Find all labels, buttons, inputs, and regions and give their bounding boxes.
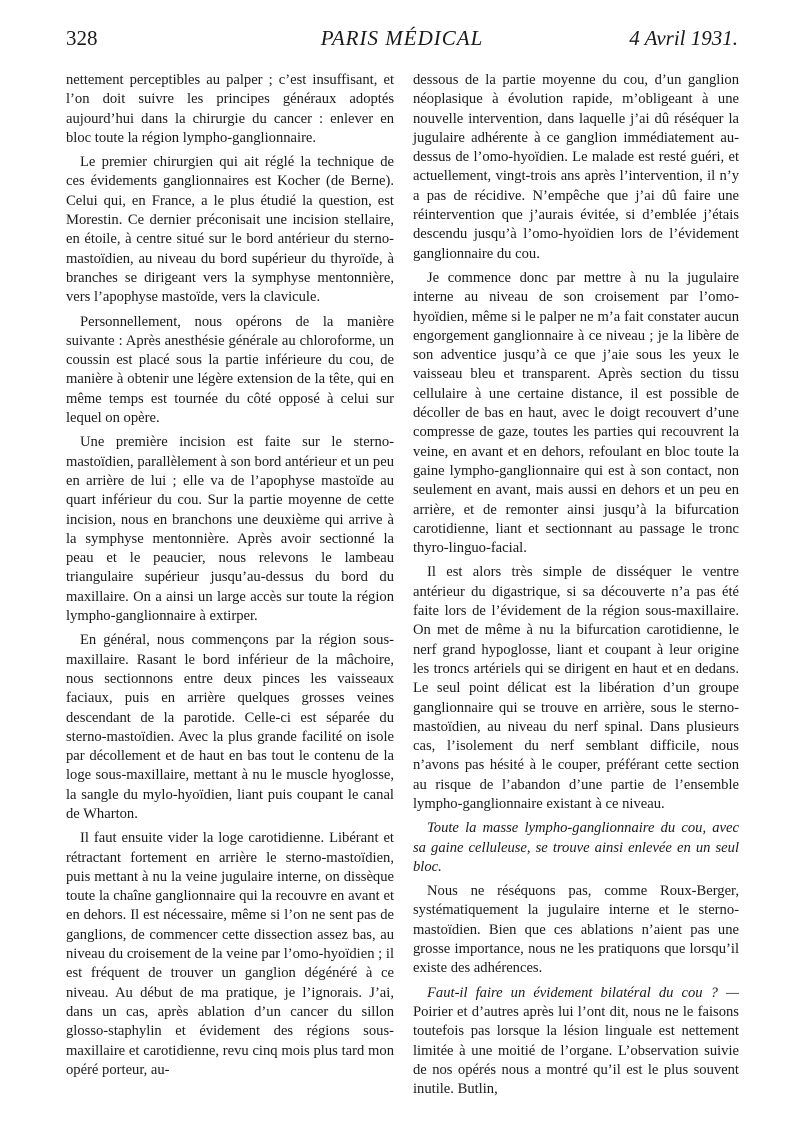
paragraph: Il est alors très simple de disséquer le ventre antérieur du digastrique, si sa découverte n’a pas été faite lors de l’évidement de la région sous-maxillaire. On met de même à nu la bifurcation carotidienne, le nerf grand hypoglosse, liant et coupant à leur origine les troncs artériels qui se dirigent en haut et en dedans. Le seul point délicat est la libération d’un groupe ganglionnaire qui se trouve en arrière, sous le sterno-mastoïdien, au niveau du nerf spinal. Dans plusieurs cas, l’isolement du nerf semblant difficile, nous n’avons pas hésité à le couper, préférant cette section au risque de l’abandon d’une partie de l’ensemble lympho-ganglionnaire existant à ce niveau. — [413, 564, 739, 812]
paragraph: dessous de la partie moyenne du cou, d’un ganglion néoplasique à évolution rapide, m’obligeant à une nouvelle intervention, dans laquelle j’ai dû réséquer la jugulaire adhérente à ce ganglion immédiatement au-dessus de l’omo-hyoïdien. Le malade est resté guéri, et actuellement, vingt-trois ans après l’intervention, il n’y a pas de récidive. N’empêche que j’ai dû faire une réintervention que j’aurais évitée, si d’emblée j’étais descendu jusqu’à l’omo-hyoïdien lors de l’évidement ganglionnaire du cou. — [413, 72, 739, 262]
paragraph: Je commence donc par mettre à nu la jugulaire interne au niveau de son croisement par l’omo-hyoïdien, même si le palper ne m’a fait constater aucun engorgement ganglionnaire à ce niveau ; je la libère de son adventice jusqu’à ce que j’aie sous les yeux le vaisseau bleu et transparent. Après section du tissu cellulaire à une certaine distance, il est possible de décoller de bas en haut, avec le doigt recouvert d’une compresse de gaze, toutes les parties qui recouvrent la veine, en avant et en dehors, refoulant en bloc toute la gaine lympho-ganglionnaire qui est à son contact, non seulement en avant, mais aussi en dehors et un peu en arrière, et de remonter ainsi jusqu’à la bifurcation carotidienne, liant et sectionnant au passage le tronc thyro-linguo-facial. — [413, 269, 739, 557]
right-column — [413, 71, 739, 1104]
paragraph: Le premier chirurgien qui ait réglé la technique de ces évidements ganglionnaires est Kocher (de Berne). Celui qui, en France, a le plus étudié la question, est Morestin. Ce dernier préconisait une incision stellaire, en étoile, à centre situé sur le bord antérieur du sterno-mastoïdien, au niveau du bord supérieur du thyroïde, à branches se dirigeant vers la symphyse mentonnière, vers l’apophyse mastoïde, vers la clavicule. — [66, 154, 394, 306]
paragraph-bilateral — [413, 984, 739, 1100]
paragraph: Une première incision est faite sur le sterno-mastoïdien, parallèlement à son bord antérieur et un peu en arrière de lui ; elle va de l’apophyse mastoïde au quart inférieur du cou. Sur la partie moyenne de cette incision, nous en branchons une deuxième qui arrive à la symphyse mentonnière. Après avoir sectionné la peau et le peaucier, nous relevons le lambeau triangulaire supérieur jusqu’au-dessus du bord du maxillaire. On a ainsi un large accès sur toute la région lympho-ganglionnaire à extirper. — [66, 434, 394, 625]
issue-date: 4 Avril 1931. — [629, 26, 738, 50]
journal-title: PARIS MÉDICAL — [320, 26, 484, 50]
paragraph: Il faut ensuite vider la loge carotidienne. Libérant et rétractant fortement en arrière le sterno-mastoïdien, puis mettant à nu la veine jugulaire interne, on dissèque toute la chaîne ganglionnaire qui la recouvre en avant et en dehors. Il est nécessaire, même si l’on ne sent pas de ganglions, de commencer cette dissection assez bas, au niveau du croisement de la veine par l’omo-hyoïdien ; il est fréquent de trouver un ganglion dégénéré à ce niveau. Au début de ma pratique, je l’ignorais. J’ai, dans un cas, après ablation d’un cancer du sillon glosso-staphylin et évidement des régions sous-maxillaire et carotidienne, revu cinq mois plus tard mon opéré porteur, au- — [66, 830, 394, 1078]
page-header — [66, 18, 738, 58]
paragraph-text: Poirier et d’autres après lui l’ont dit, nous ne le faisons toutefois pas lorsque la lésion linguale est nettement limitée à une moitié de l’organe. L’observation suivie de nos opérés nous a montré qu’il est le plus souvent inutile. Butlin, — [413, 1003, 739, 1098]
paragraph: En général, nous commençons par la région sous-maxillaire. Rasant le bord inférieur de la mâchoire, nous sectionnons entre deux pinces les vaisseaux faciaux, puis en arrière quelques grosses veines descendant de la parotide. Celle-ci est séparée du sterno-mastoïdien. Avec la plus grande facilité on isole par décollement et de haut en bas tout le contenu de la loge sous-maxillaire, mettant à nu le muscle hyoglosse, la sangle du mylo-hyoïdien, liant puis coupant le canal de Wharton. — [66, 632, 394, 822]
page-number: 328 — [66, 26, 98, 50]
italic-paragraph: Toute la masse lympho-ganglionnaire du cou, avec sa gaine celluleuse, se trouve ainsi enlevée en un seul bloc. — [413, 820, 739, 875]
paragraph: Nous ne réséquons pas, comme Roux-Berger, systématiquement la jugulaire interne et le sterno-mastoïdien. Bien que ces ablations n’aient pas une grosse importance, nous ne les pratiquons que lorsqu’il existe des adhérences. — [413, 883, 739, 977]
italic-lead: Faut-il faire un évidement bilatéral du cou ? — — [427, 984, 739, 1001]
paragraph: nettement perceptibles au palper ; c’est insuffisant, et l’on doit suivre les principes généraux adoptés aujourd’hui dans la chirurgie du cancer : enlever en bloc toute la région lympho-ganglionnaire. — [66, 72, 394, 146]
paragraph: Personnellement, nous opérons de la manière suivante : Après anesthésie générale au chloroforme, un coussin est placé sous la partie inférieure du cou, de manière à obtenir une légère extension de la tête, qui en même temps est tournée du côté opposé à celui sur lequel on opère. — [66, 313, 394, 427]
left-column — [66, 71, 394, 1085]
